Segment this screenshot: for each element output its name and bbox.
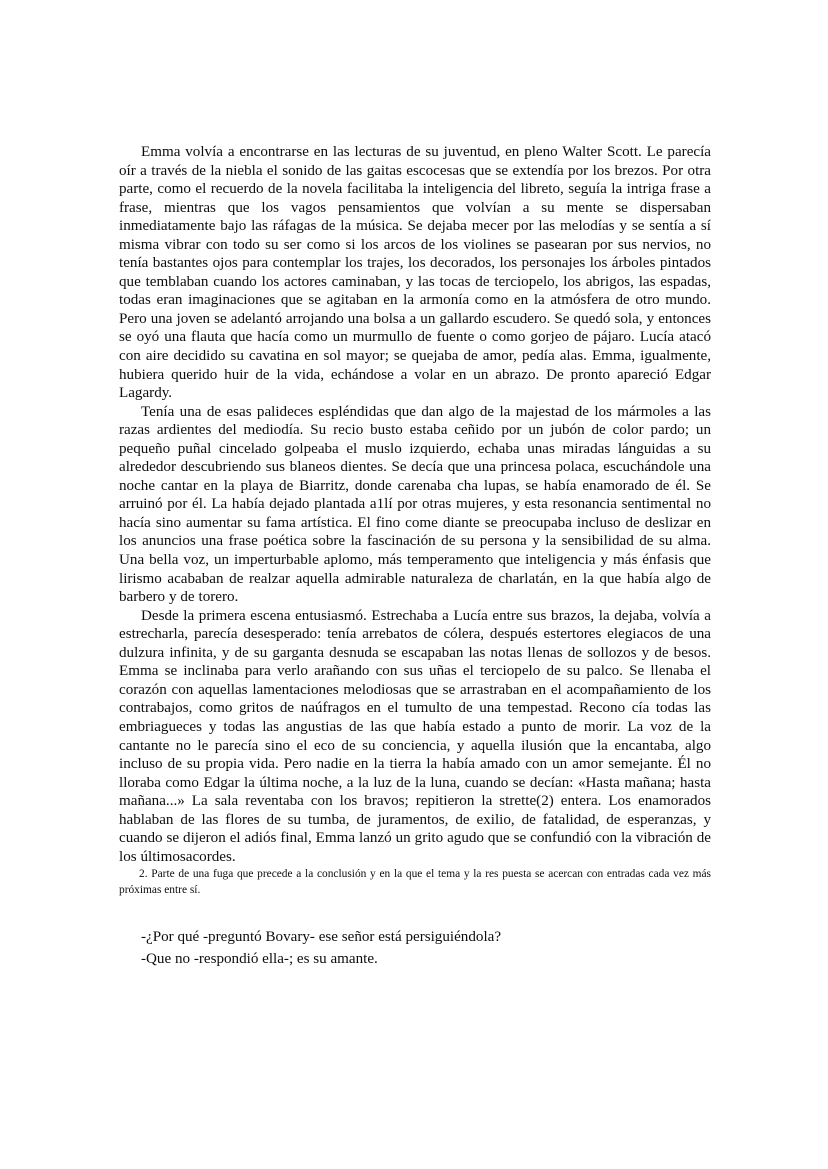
- paragraph-tenia-palideces: Tenía una de esas palideces espléndidas que dan algo de la majestad de los mármoles a las razas ardientes del mediodía. Su recio busto estaba ceñido por un jubón de color pardo; un pequeño puñal cincelado golpeaba el muslo izquierdo, echaba unas miradas lánguidas a su alrededor descubriendo sus blaneos dientes. Se decía que una princesa polaca, escuchándole una noche cantar en la playa de Biarritz, donde carenaba cha lupas, se había enamorado de él. Se arruinó por él. La había dejado plantada a1lí por otras mujeres, y esta resonancia sentimental no hacía sino aumentar su fama artística. El fino come diante se preocupaba incluso de deslizar en los anuncios una frase poética sobre la fascinación de su persona y la sensibilidad de su alma. Una bella voz, un imperturbable aplomo, más temperamento que inteligencia y más énfasis que lirismo acababan de realzar aquella admirable naturaleza de charlatán, en la que había algo de barbero y de torero.: [119, 403, 711, 606]
- dialogue-line-ella: -Que no -respondió ella-; es su amante.: [141, 951, 378, 968]
- dialogue-block: [119, 926, 711, 971]
- dialogue-line-bovary: -¿Por qué -preguntó Bovary- ese señor está persiguiéndola?: [141, 928, 502, 945]
- paragraph-emma-volvia: Emma volvía a encontrarse en las lecturas de su juventud, en pleno Walter Scott. Le parecía oír a través de la niebla el sonido de las gaitas escocesas que se extendía por los brezos. Por otra parte, como el recuerdo de la novela facilitaba la inteligencia del libreto, seguía la intriga frase a frase, mientras que los vagos pensamientos que volvían a su mente se dispersaban inmediatamente bajo las ráfagas de la música. Se dejaba mecer por las melodías y se sentía a sí misma vibrar con todo su ser como si los arcos de los violines se pasearan por sus nervios, no tenía bastantes ojos para contemplar los trajes, los decorados, los personajes los árboles pintados que temblaban cuando los actores caminaban, y las tocas de terciopelo, los abrigos, las espadas, todas eran imaginaciones que se agitaban en la armonía como en la atmósfera de otro mundo. Pero una joven se adelantó arrojando una bolsa a un gallardo escudero. Se quedó sola, y entonces se oyó una flauta que hacía como un murmullo de fuente o como gorjeo de pájaro. Lucía atacó con aire decidido su cavatina en sol mayor; se quejaba de amor, pedía alas. Emma, igualmente, hubiera querido huir de la vida, echándose a volar en un abrazo. De pronto apareció Edgar Lagardy.: [119, 144, 711, 402]
- footnote-text: 2. Parte de una fuga que precede a la conclusión y en la que el tema y la res puesta se acercan con entradas cada vez más próximas entre sí.: [119, 868, 711, 896]
- paragraph-desde-primera-escena: Desde la primera escena entusiasmó. Estrechaba a Lucía entre sus brazos, la dejaba, volvía a estrecharla, parecía desesperado: tenía arrebatos de cólera, después estertores elegiacos de una dulzura infinita, y de su garganta desnuda se escapaban las notas llenas de sollozos y de besos. Emma se inclinaba para verlo arañando con sus uñas el terciopelo de su palco. Se llenaba el corazón con aquellas lamentaciones melodiosas que se arrastraban en el acompañamiento de los contrabajos, como gritos de naúfragos en el tumulto de una tempestad. Recono cía todas las embriagueces y todas las angustias de las que había estado a punto de morir. La voz de la cantante no le parecía sino el eco de su conciencia, y aquella ilusión que la encantaba, algo incluso de su propia vida. Pero nadie en la tierra la había amado con un amor semejante. Él no lloraba como Edgar la última noche, a la luz de la luna, cuando se decían: «Hasta mañana; hasta mañana...» La sala reventaba con los bravos; repitieron la strette(2) entera. Los enamorados hablaban de las flores de su tumba, de juramentos, de exilio, de fatalidad, de esperanzas, y cuando se dijeron el adiós final, Emma lanzó un grito agudo que se confundió con la vibración de los últimosacordes.: [119, 607, 711, 865]
- text-column: [119, 143, 711, 971]
